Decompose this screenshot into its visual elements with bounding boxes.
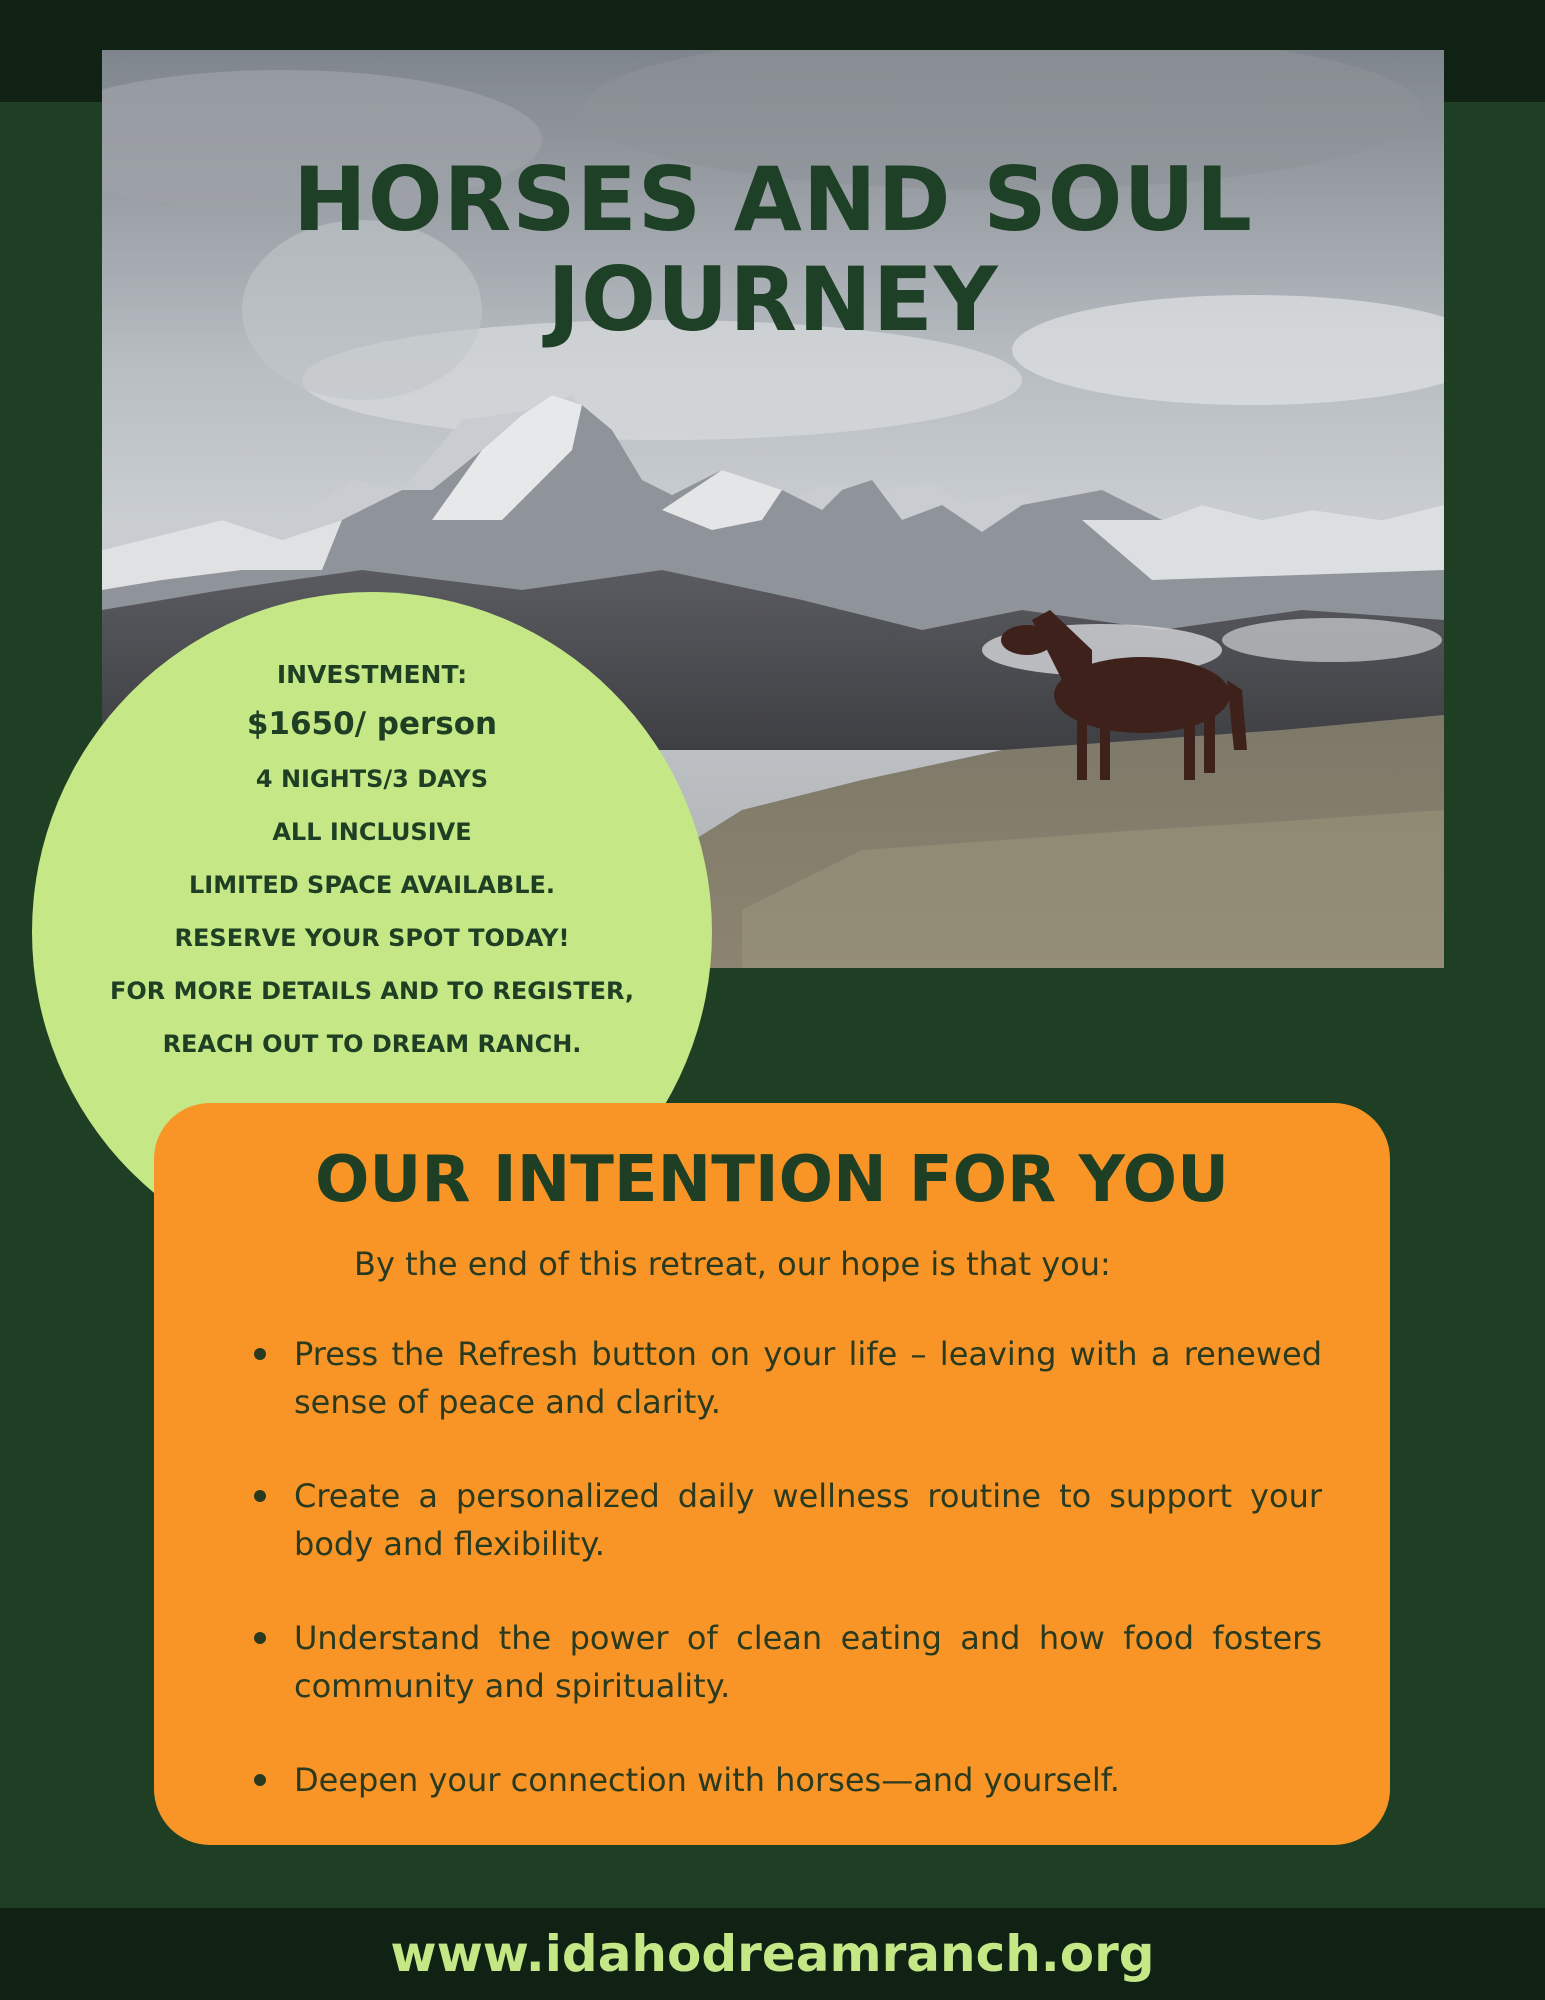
availability: LIMITED SPACE AVAILABLE. <box>188 871 556 899</box>
list-item-text: Deepen your connection with horses—and yourself. <box>294 1761 1120 1799</box>
investment-label: INVESTMENT: <box>276 660 468 689</box>
list-item-text: Understand the power of clean eating and how food fosters community and spirituality. <box>294 1619 1322 1705</box>
intention-heading: OUR INTENTION FOR YOU <box>314 1143 1230 1217</box>
call-to-action: RESERVE YOUR SPOT TODAY! <box>174 924 570 952</box>
title-line-2: JOURNEY <box>547 248 999 351</box>
list-item <box>250 1614 1322 1710</box>
list-item-text: Create a personalized daily wellness routine to support your body and flexibility. <box>294 1477 1322 1563</box>
details-text <box>32 655 712 1071</box>
list-item <box>250 1756 1322 1804</box>
page-title <box>102 150 1444 350</box>
bullet-dot-icon <box>254 1348 266 1360</box>
bullet-dot-icon <box>254 1774 266 1786</box>
list-item <box>250 1330 1322 1426</box>
bullet-dot-icon <box>254 1490 266 1502</box>
list-item <box>250 1472 1322 1568</box>
inclusion: ALL INCLUSIVE <box>272 818 472 846</box>
title-line-1: HORSES AND SOUL <box>293 148 1253 251</box>
duration: 4 NIGHTS/3 DAYS <box>255 765 489 793</box>
contact-line-2: REACH OUT TO DREAM RANCH. <box>162 1030 582 1058</box>
list-item-text: Press the Refresh button on your life – leaving with a renewed sense of peace and clarity. <box>294 1335 1322 1421</box>
bullet-dot-icon <box>254 1632 266 1644</box>
contact-line-1: FOR MORE DETAILS AND TO REGISTER, <box>109 977 635 1005</box>
intention-list <box>250 1330 1322 1850</box>
intention-intro: By the end of this retreat, our hope is that you: <box>354 1245 1111 1283</box>
price: $1650/ person <box>246 706 498 742</box>
website-link[interactable]: www.idahodreamranch.org <box>390 1925 1155 1983</box>
